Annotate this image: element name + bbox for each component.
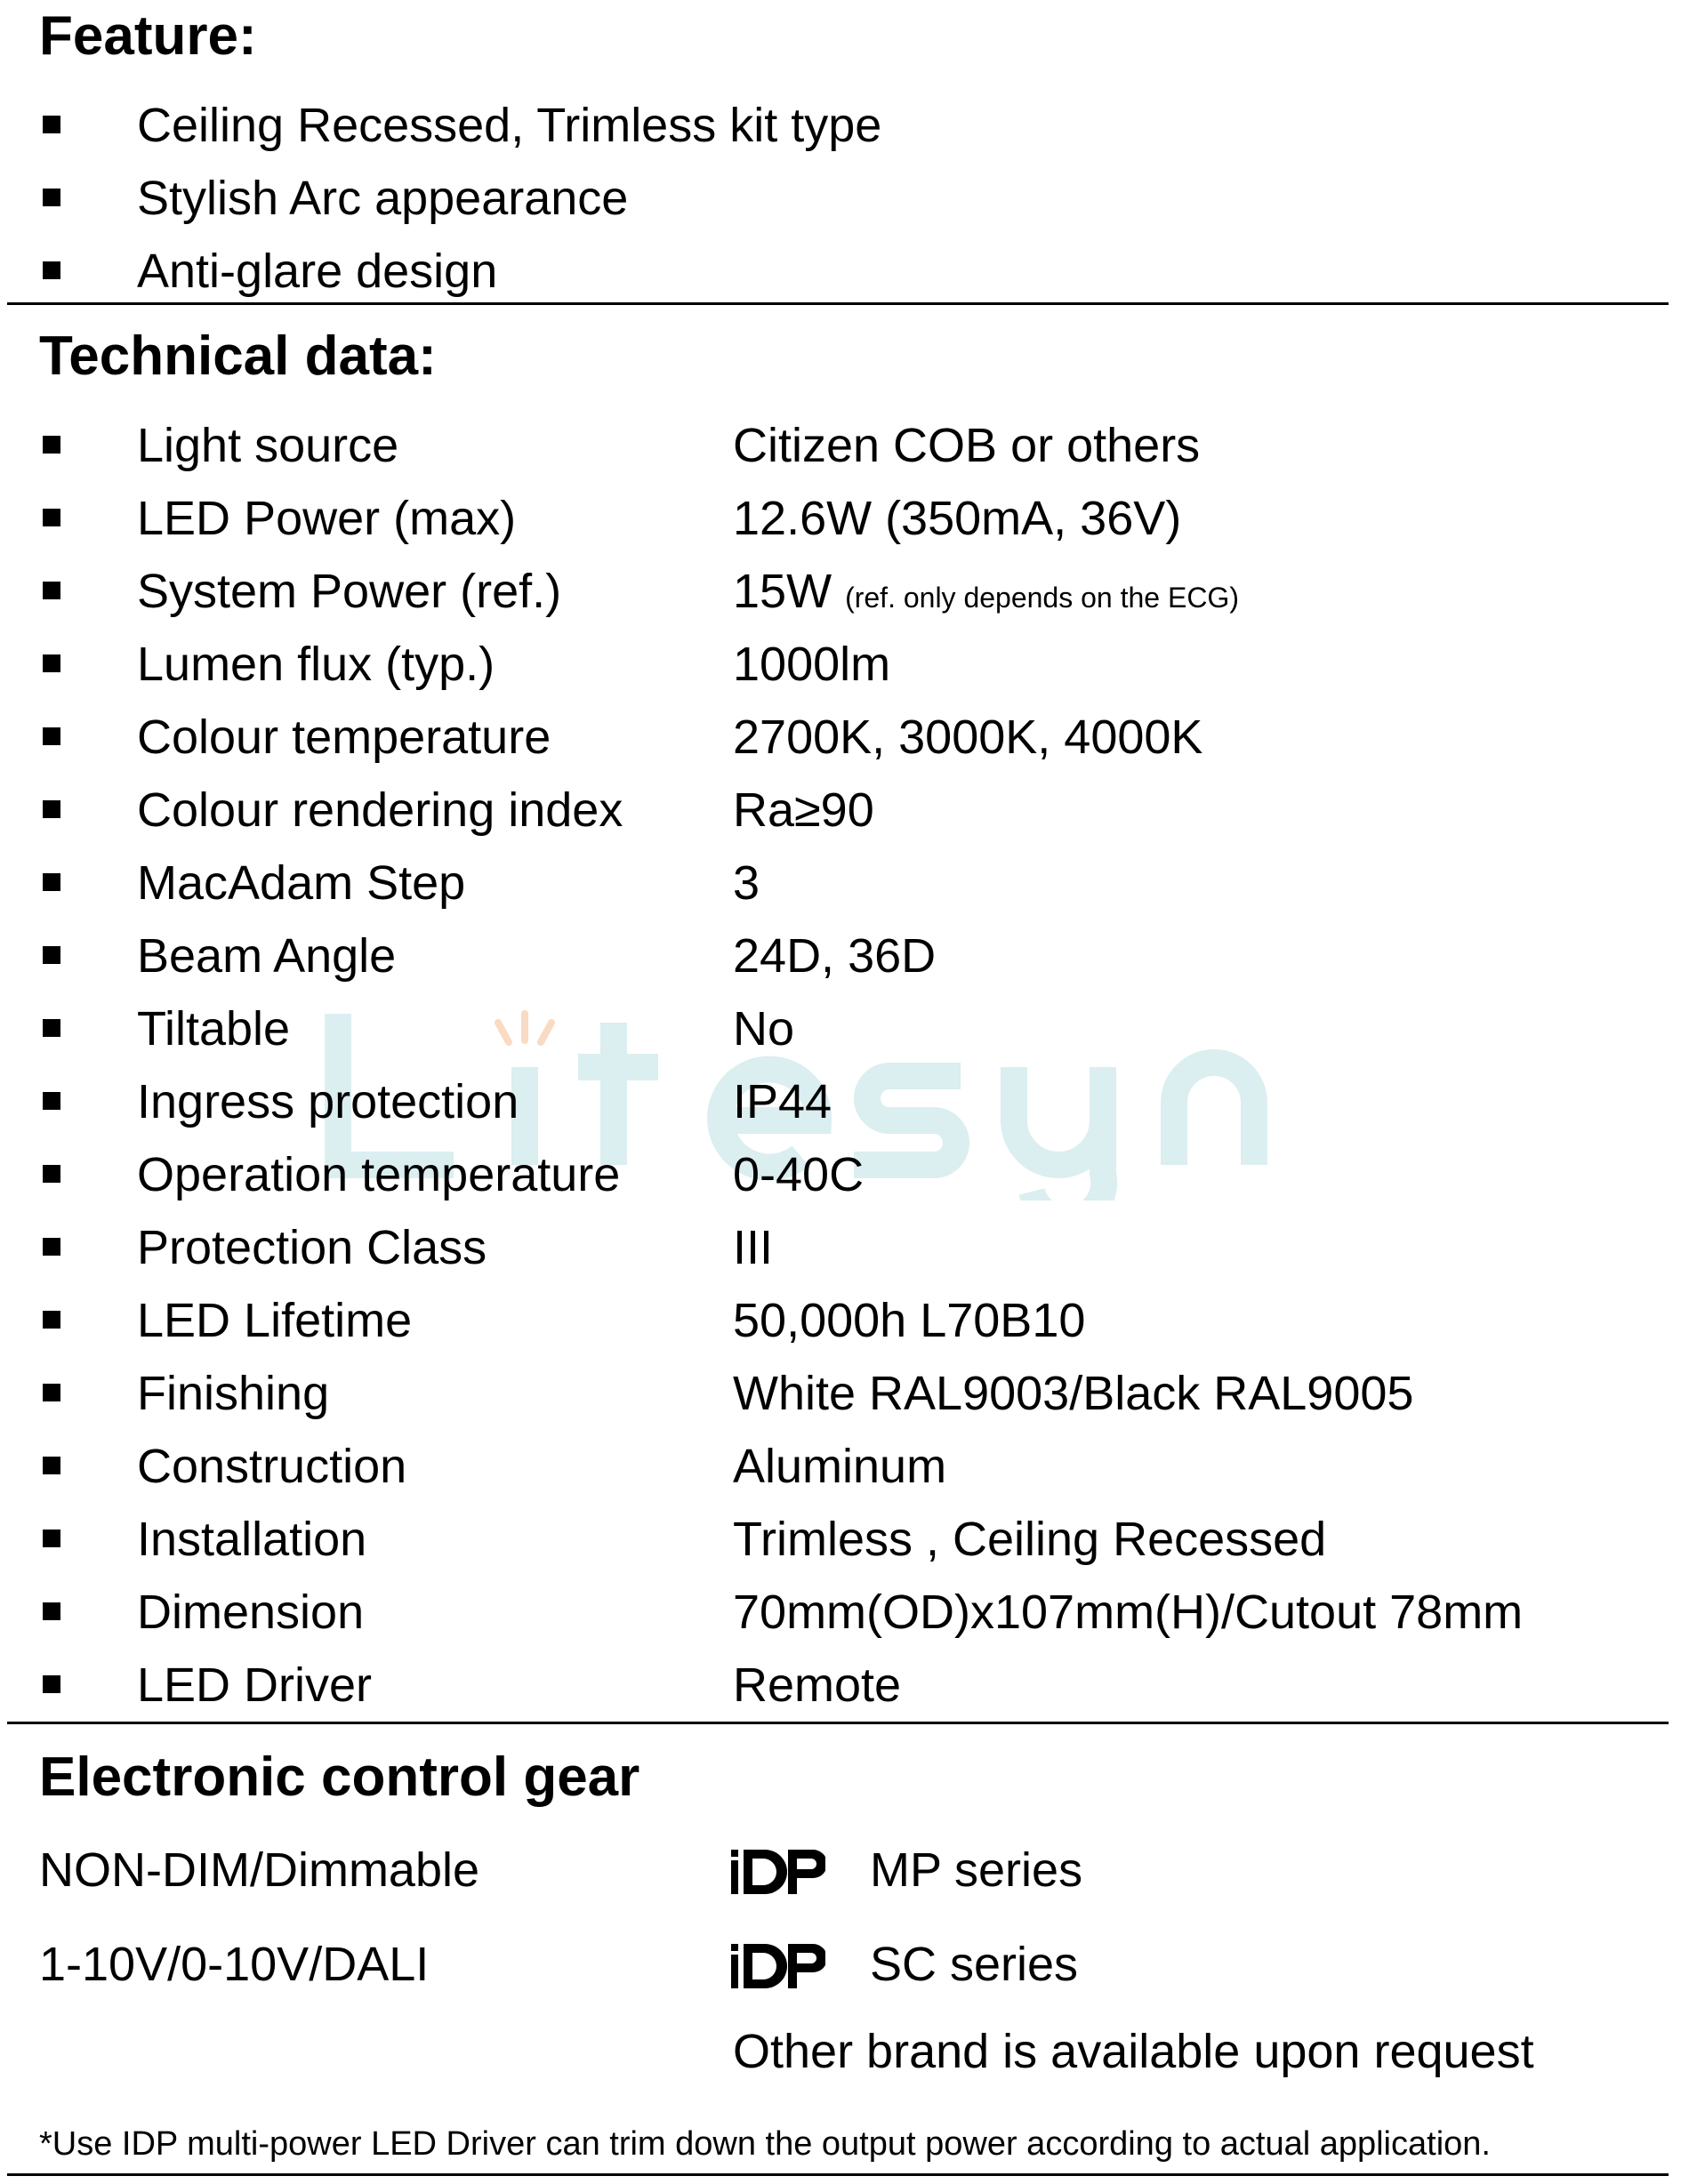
spec-label: MacAdam Step: [137, 856, 466, 910]
bullet-icon: [43, 1019, 60, 1037]
bullet-icon: [43, 873, 60, 891]
footnote: *Use IDP multi-power LED Driver can trim down the output power according to actual application.: [39, 2125, 1491, 2163]
idp-logo: [731, 1944, 825, 1988]
spec-value: [733, 565, 1239, 618]
spec-label: Tiltable: [137, 1002, 291, 1056]
spec-label: LED Power (max): [137, 492, 517, 545]
bullet-icon: [43, 800, 60, 818]
spec-value: Ra≥90: [733, 783, 874, 837]
spec-value: No: [733, 1002, 795, 1056]
bullet-icon: [43, 1165, 60, 1183]
spec-value: 1000lm: [733, 638, 891, 691]
spec-label: Beam Angle: [137, 929, 397, 983]
bullet-icon: [43, 1675, 60, 1693]
bullet-icon: [43, 1238, 60, 1256]
spec-value-note: (ref. only depends on the ECG): [845, 582, 1239, 614]
bullet-icon: [43, 509, 60, 526]
spec-label: LED Lifetime: [137, 1294, 413, 1347]
bullet-icon: [43, 1530, 60, 1547]
divider: [7, 1722, 1669, 1724]
bullet-icon: [43, 189, 60, 206]
spec-label: Lumen flux (typ.): [137, 638, 495, 691]
spec-value: 2700K, 3000K, 4000K: [733, 711, 1203, 764]
bullet-icon: [43, 1602, 60, 1620]
spec-value-main: 15W: [733, 565, 832, 618]
bullet-icon: [43, 1092, 60, 1110]
spec-label: Dimension: [137, 1586, 365, 1639]
bullet-icon: [43, 261, 60, 279]
bullet-icon: [43, 582, 60, 599]
bullet-icon: [43, 654, 60, 672]
ecg-series: SC series: [870, 1938, 1079, 1991]
spec-value: White RAL9003/Black RAL9005: [733, 1367, 1414, 1420]
spec-label: Light source: [137, 419, 399, 472]
spec-label: Installation: [137, 1513, 367, 1566]
spec-label: Colour rendering index: [137, 783, 623, 837]
spec-label: Colour temperature: [137, 711, 551, 764]
bullet-icon: [43, 116, 60, 133]
bullet-icon: [43, 727, 60, 745]
ecg-series: MP series: [870, 1843, 1083, 1897]
spec-value: 3: [733, 856, 760, 910]
divider: [7, 2173, 1669, 2176]
spec-label: System Power (ref.): [137, 565, 562, 618]
bullet-icon: [43, 1384, 60, 1401]
spec-label: Construction: [137, 1440, 407, 1493]
bullet-icon: [43, 1311, 60, 1329]
spec-label: LED Driver: [137, 1658, 373, 1712]
bullet-icon: [43, 1457, 60, 1474]
spec-value: 12.6W (350mA, 36V): [733, 492, 1182, 545]
bullet-icon: [43, 436, 60, 454]
spec-value: 50,000h L70B10: [733, 1294, 1086, 1347]
spec-value: 70mm(OD)x107mm(H)/Cutout 78mm: [733, 1586, 1524, 1639]
spec-value: Aluminum: [733, 1440, 947, 1493]
spec-label: Operation temperature: [137, 1148, 621, 1201]
spec-value: 24D, 36D: [733, 929, 937, 983]
divider: [7, 302, 1669, 305]
idp-logo: [731, 1850, 825, 1894]
ecg-heading: Electronic control gear: [39, 1746, 640, 1808]
ecg-type: NON-DIM/Dimmable: [39, 1843, 480, 1897]
spec-value: 0-40C: [733, 1148, 865, 1201]
spec-value: III: [733, 1221, 774, 1274]
spec-label: Ingress protection: [137, 1075, 519, 1128]
technical-heading: Technical data:: [39, 325, 437, 387]
ecg-type: 1-10V/0-10V/DALI: [39, 1938, 430, 1991]
spec-value: Trimless , Ceiling Recessed: [733, 1513, 1327, 1566]
spec-value: IP44: [733, 1075, 832, 1128]
ecg-other-brand: Other brand is available upon request: [733, 2025, 1534, 2078]
spec-value: Remote: [733, 1658, 902, 1712]
bullet-icon: [43, 946, 60, 964]
feature-item: Ceiling Recessed, Trimless kit type: [137, 99, 882, 152]
spec-value: Citizen COB or others: [733, 419, 1201, 472]
feature-heading: Feature:: [39, 5, 257, 67]
spec-label: Finishing: [137, 1367, 330, 1420]
feature-item: Anti-glare design: [137, 245, 498, 298]
feature-item: Stylish Arc appearance: [137, 172, 629, 225]
spec-label: Protection Class: [137, 1221, 487, 1274]
